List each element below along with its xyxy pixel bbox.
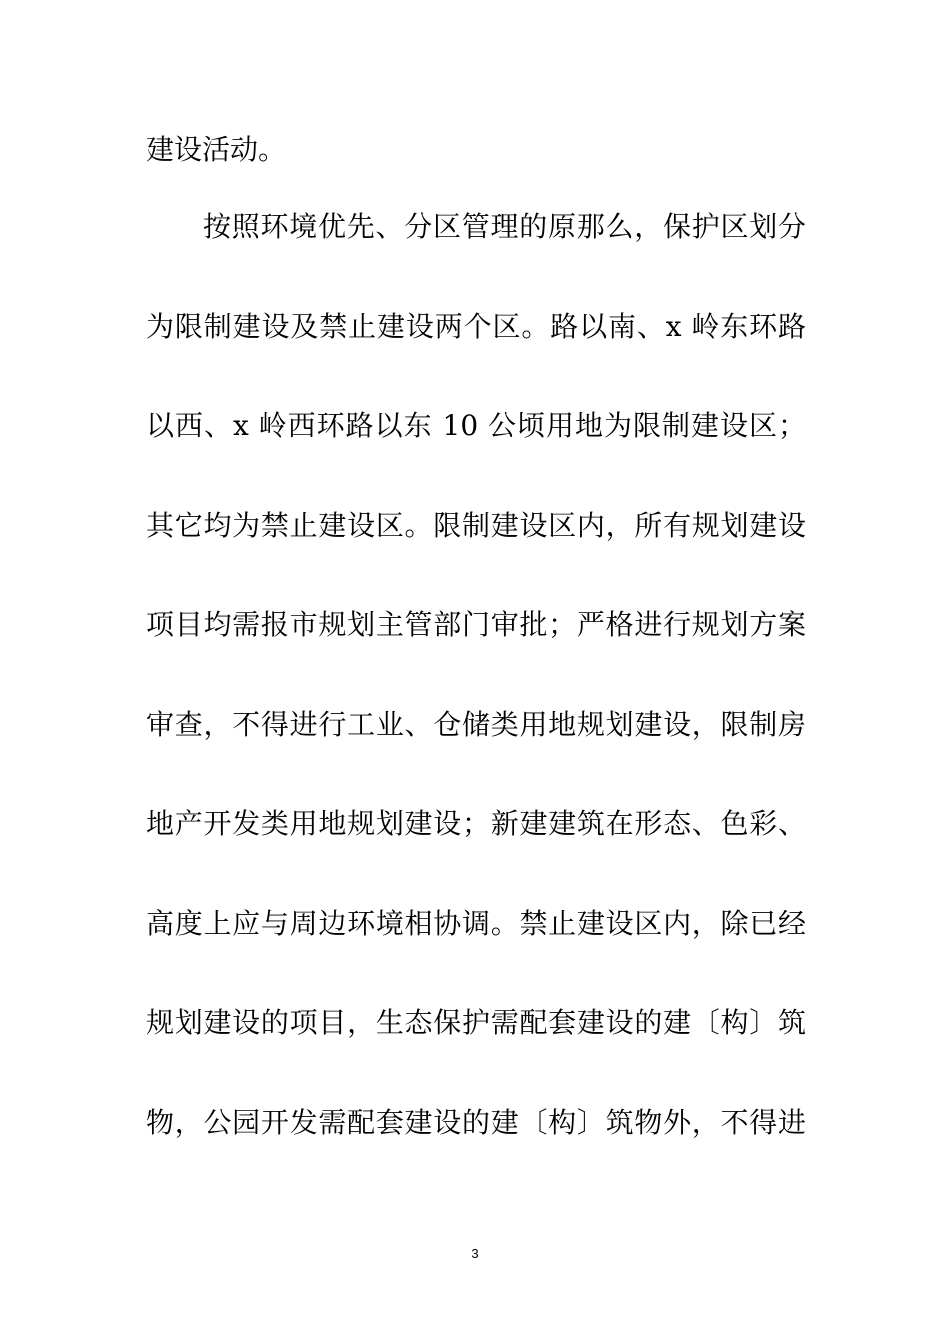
paragraph-first-line: 按照环境优先、分区管理的原那么，保护区划分 — [203, 210, 806, 243]
text-line: 地产开发类用地规划建设；新建建筑在形态、色彩、 — [146, 807, 806, 840]
page-number: 3 — [471, 1246, 479, 1261]
text-line: 建设活动。 — [146, 133, 287, 166]
text-line: 其它均为禁止建设区。限制建设区内，所有规划建设 — [146, 509, 806, 542]
text-line: 项目均需报市规划主管部门审批；严格进行规划方案 — [146, 608, 806, 641]
text-line: 规划建设的项目，生态保护需配套建设的建〔构〕筑 — [146, 1006, 806, 1039]
text-line: 物，公园开发需配套建设的建〔构〕筑物外，不得进 — [146, 1106, 806, 1139]
text-line: 审查，不得进行工业、仓储类用地规划建设，限制房 — [146, 708, 806, 741]
text-line: 以西、x 岭西环路以东 10 公顷用地为限制建设区； — [146, 409, 806, 442]
text-line: 高度上应与周边环境相协调。禁止建设区内，除已经 — [146, 907, 806, 940]
text-line: 为限制建设及禁止建设两个区。路以南、x 岭东环路 — [146, 310, 806, 343]
